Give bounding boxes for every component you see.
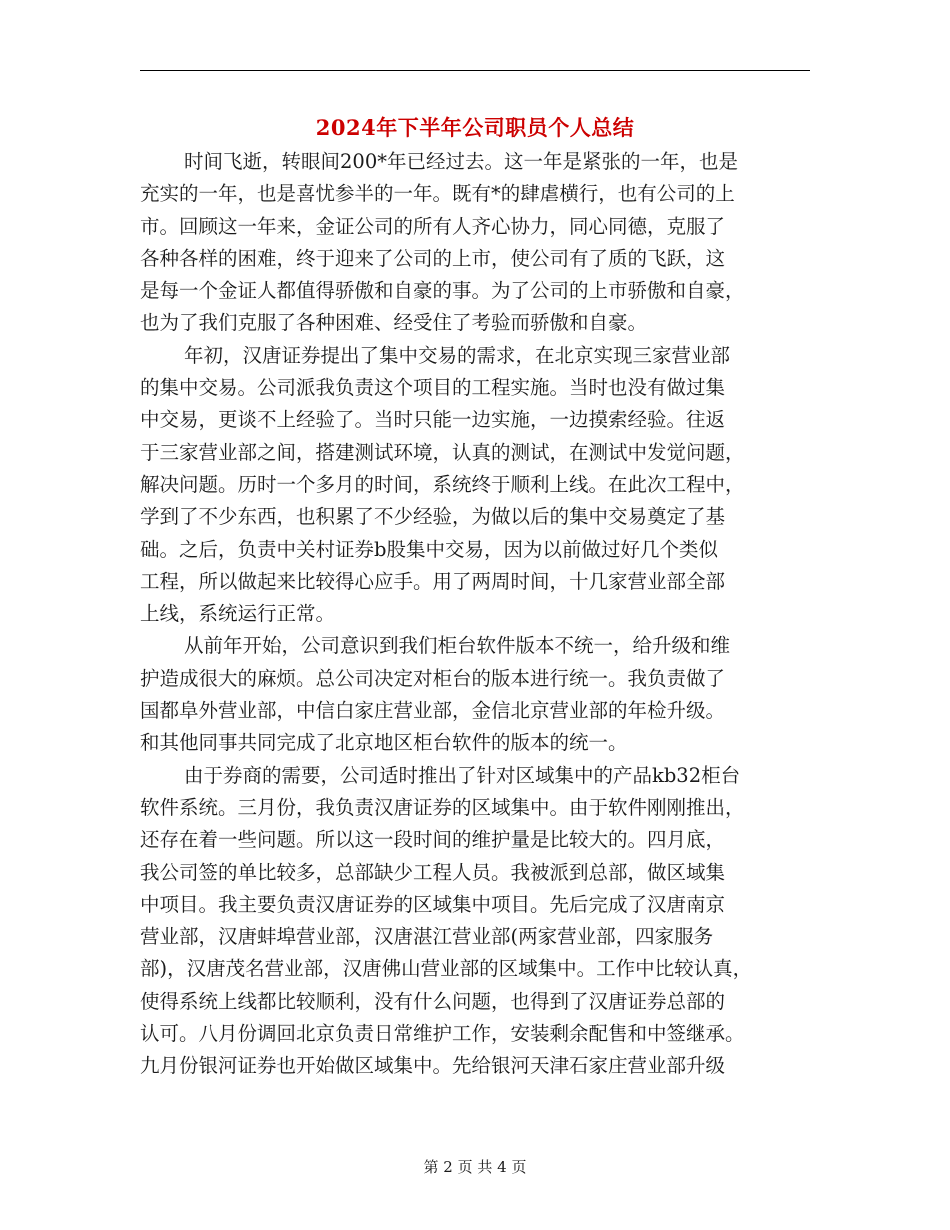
text-line: 我公司签的单比较多，总部缺少工程人员。我被派到总部，做区域集 (140, 860, 726, 884)
text-line: 充实的一年，也是喜忧参半的一年。既有*的肆虐横行，也有公司的上 (140, 182, 735, 206)
text-line: 中交易，更谈不上经验了。当时只能一边实施，一边摸索经验。往返 (140, 408, 726, 432)
text-line: 工程，所以做起来比较得心应手。用了两周时间，十几家营业部全部 (140, 569, 726, 593)
page-number: 第 2 页 共 4 页 (423, 1158, 527, 1176)
text-line: 的集中交易。公司派我负责这个项目的工程实施。当时也没有做过集 (140, 376, 726, 400)
text-line: 各种各样的困难，终于迎来了公司的上市，使公司有了质的飞跃，这 (140, 246, 726, 270)
text-line: 学到了不少东西，也积累了不少经验，为做以后的集中交易奠定了基 (140, 505, 726, 529)
text-line: 市。回顾这一年来，金证公司的所有人齐心协力，同心同德，克服了 (140, 214, 726, 238)
text-line: 软件系统。三月份，我负责汉唐证券的区域集中。由于软件刚刚推出， (140, 795, 745, 819)
text-line: 营业部，汉唐蚌埠营业部，汉唐湛江营业部(两家营业部，四家服务 (140, 925, 714, 949)
document-title: 2024年下半年公司职员个人总结 (315, 115, 635, 140)
text-line: 国都阜外营业部，中信白家庄营业部，金信北京营业部的年检升级。 (140, 699, 726, 723)
text-line: 护造成很大的麻烦。总公司决定对柜台的版本进行统一。我负责做了 (140, 666, 726, 690)
text-line: 是每一个金证人都值得骄傲和自豪的事。为了公司的上市骄傲和自豪， (140, 279, 745, 303)
text-line: 时间飞逝，转眼间200*年已经过去。这一年是紧张的一年，也是 (184, 150, 738, 173)
text-line: 上线，系统运行正常。 (140, 602, 336, 626)
text-line: 年初，汉唐证券提出了集中交易的需求，在北京实现三家营业部 (184, 343, 731, 367)
text-line: 九月份银河证券也开始做区域集中。先给银河天津石家庄营业部升级 (140, 1054, 726, 1078)
text-line: 中项目。我主要负责汉唐证券的区域集中项目。先后完成了汉唐南京 (140, 892, 726, 916)
text-line: 认可。八月份调回北京负责日常维护工作，安装剩余配售和中签继承。 (140, 1022, 745, 1046)
text-line: 由于券商的需要，公司适时推出了针对区域集中的产品kb32柜台 (184, 763, 741, 787)
document-body (140, 146, 810, 1083)
text-line: 也为了我们克服了各种困难、经受住了考验而骄傲和自豪。 (140, 311, 648, 335)
text-line: 和其他同事共同完成了北京地区柜台软件的版本的统一。 (140, 731, 628, 755)
text-line: 础。之后，负责中关村证券b股集中交易，因为以前做过好几个类似 (140, 537, 718, 561)
text-line: 从前年开始，公司意识到我们柜台软件版本不统一，给升级和维 (184, 634, 731, 658)
header-rule (140, 70, 810, 71)
text-line: 于三家营业部之间，搭建测试环境，认真的测试，在测试中发觉问题， (140, 440, 745, 464)
text-line: 还存在着一些问题。所以这一段时间的维护量是比较大的。四月底， (140, 828, 726, 852)
text-line: 解决问题。历时一个多月的时间，系统终于顺利上线。在此次工程中， (140, 472, 745, 496)
text-line: 使得系统上线都比较顺利，没有什么问题，也得到了汉唐证券总部的 (140, 989, 726, 1013)
text-line: 部)，汉唐茂名营业部，汉唐佛山营业部的区域集中。工作中比较认真， (140, 957, 753, 981)
